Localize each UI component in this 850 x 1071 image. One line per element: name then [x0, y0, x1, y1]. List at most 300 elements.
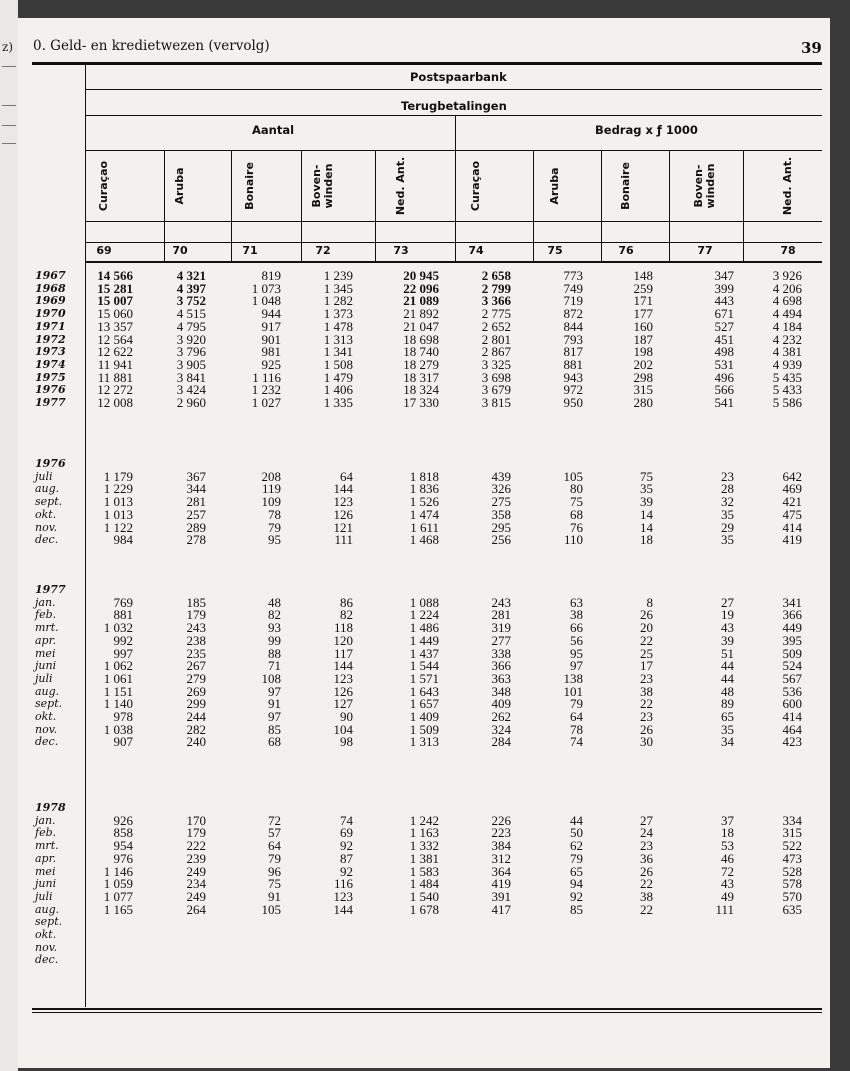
table-cell: 1 409: [409, 709, 439, 724]
table-cell: 997: [113, 645, 133, 661]
header-rule: [86, 242, 822, 243]
table-cell: 98: [340, 734, 353, 750]
table-cell: 69: [340, 825, 353, 841]
column-number: 76: [618, 244, 634, 257]
table-cell: 348: [491, 683, 511, 699]
table-cell: 23: [640, 670, 653, 686]
table-cell: 275: [491, 494, 511, 510]
column-header-label: Bonaire: [619, 162, 632, 210]
table-cell: 37: [721, 812, 734, 828]
table-cell: 91: [268, 888, 281, 904]
table-cell: 198: [633, 344, 653, 360]
table-cell: 51: [721, 645, 734, 661]
table-cell: 3 905: [176, 356, 206, 372]
table-cell: 419: [782, 532, 802, 548]
table-cell: 391: [491, 888, 511, 904]
table-cell: 108: [261, 670, 281, 686]
table-cell: 22: [640, 901, 653, 917]
column-number: 71: [242, 244, 258, 257]
table-cell: 50: [570, 825, 583, 841]
table-cell: 3 815: [481, 395, 511, 410]
month-label: nov.: [35, 722, 58, 736]
table-cell: 160: [633, 318, 653, 334]
table-cell: 82: [268, 607, 281, 623]
table-cell: 2 960: [176, 395, 206, 410]
table-cell: 324: [491, 721, 511, 737]
table-cell: 87: [340, 850, 353, 866]
month-label: juni: [35, 659, 57, 673]
table-cell: 17: [640, 658, 653, 674]
table-cell: 366: [782, 607, 802, 623]
table-cell: 79: [268, 519, 281, 535]
table-cell: 578: [782, 876, 802, 892]
table-cell: 298: [633, 369, 653, 385]
table-cell: 38: [640, 888, 653, 904]
table-cell: 566: [714, 382, 734, 398]
table-cell: 3 679: [481, 382, 511, 398]
table-cell: 23: [640, 838, 653, 854]
table-cell: 1 437: [409, 645, 439, 661]
table-cell: 315: [782, 825, 802, 841]
column-divider: [231, 150, 232, 263]
edge-mark: [2, 105, 16, 106]
table-cell: 347: [714, 268, 734, 283]
table-cell: 71: [268, 658, 281, 674]
table-cell: 281: [186, 494, 206, 510]
table-cell: 12 564: [97, 331, 133, 347]
table-cell: 22 096: [403, 280, 439, 296]
table-cell: 1 224: [409, 607, 439, 623]
table-cell: 1 013: [103, 506, 133, 522]
table-cell: 2 801: [481, 331, 511, 347]
month-label: okt.: [35, 507, 57, 521]
table-cell: 72: [268, 812, 281, 828]
column-number: 75: [547, 244, 563, 257]
table-cell: 18 740: [403, 344, 439, 360]
table-cell: 1 611: [410, 519, 439, 535]
table-cell: 858: [113, 825, 133, 841]
table-cell: 120: [333, 632, 353, 648]
table-cell: 35: [721, 721, 734, 737]
table-cell: 12 008: [97, 395, 133, 410]
table-cell: 1 038: [103, 721, 133, 737]
table-cell: 1 077: [103, 888, 133, 904]
table-cell: 1 449: [409, 632, 439, 648]
column-divider: [743, 150, 744, 263]
month-label: feb.: [35, 826, 57, 840]
table-cell: 341: [782, 594, 802, 610]
table-cell: 117: [333, 645, 353, 661]
header-postspaarbank: Postspaarbank: [410, 70, 507, 84]
table-cell: 89: [721, 696, 734, 712]
table-cell: 384: [491, 838, 511, 854]
table-cell: 366: [491, 658, 511, 674]
table-cell: 1 583: [409, 863, 439, 879]
table-cell: 264: [186, 901, 206, 917]
table-cell: 249: [186, 888, 206, 904]
column-header-label: Aruba: [548, 167, 561, 205]
group-divider: [455, 115, 456, 263]
table-cell: 25: [640, 645, 653, 661]
table-cell: 91: [268, 696, 281, 712]
table-cell: 749: [563, 280, 583, 296]
table-cell: 4 206: [772, 280, 802, 296]
table-cell: 1 179: [103, 468, 133, 484]
table-cell: 8: [646, 594, 653, 610]
table-cell: 1 073: [251, 280, 281, 296]
table-cell: 75: [570, 494, 583, 510]
month-label: aug.: [35, 684, 60, 698]
table-cell: 259: [633, 280, 653, 296]
table-cell: 144: [333, 481, 353, 497]
table-cell: 23: [640, 709, 653, 724]
table-cell: 110: [563, 532, 583, 548]
table-cell: 358: [491, 506, 511, 522]
table-cell: 21 047: [403, 318, 439, 334]
table-cell: 138: [563, 670, 583, 686]
table-cell: 28: [721, 481, 734, 497]
table-cell: 570: [782, 888, 802, 904]
table-cell: 65: [721, 709, 734, 724]
table-cell: 240: [186, 734, 206, 750]
table-cell: 13 357: [97, 318, 133, 334]
header-rule: [86, 89, 822, 90]
table-cell: 43: [721, 620, 734, 636]
table-cell: 95: [268, 532, 281, 548]
table-cell: 925: [261, 356, 281, 372]
table-cell: 48: [268, 594, 281, 610]
table-cell: 3 796: [176, 344, 206, 360]
table-cell: 417: [491, 901, 511, 917]
table-cell: 1 678: [409, 901, 439, 917]
table-cell: 36: [640, 850, 653, 866]
header-bottom-rule: [86, 261, 822, 263]
edge-mark: [2, 66, 16, 67]
table-cell: 49: [721, 888, 734, 904]
table-cell: 4 795: [176, 318, 206, 334]
column-header-label: Ned. Ant.: [394, 156, 407, 216]
table-cell: 1 282: [323, 293, 353, 309]
table-cell: 978: [113, 709, 133, 724]
table-cell: 1 059: [103, 876, 133, 892]
table-cell: 44: [721, 670, 734, 686]
table-cell: 399: [714, 280, 734, 296]
table-cell: 1 116: [252, 369, 281, 385]
table-cell: 451: [714, 331, 734, 347]
bottom-rule: [32, 1008, 822, 1010]
table-cell: 105: [563, 468, 583, 484]
year-label: 1967: [35, 269, 66, 282]
table-cell: 96: [268, 863, 281, 879]
table-cell: 5 435: [772, 369, 802, 385]
table-cell: 473: [782, 850, 802, 866]
table-cell: 528: [782, 863, 802, 879]
table-cell: 769: [113, 594, 133, 610]
page-number: 39: [801, 39, 822, 57]
month-label: mrt.: [35, 839, 59, 853]
table-cell: 984: [113, 532, 133, 548]
column-header-label: Curaçao: [469, 160, 482, 212]
month-label: nov.: [35, 940, 58, 954]
table-cell: 1 229: [103, 481, 133, 497]
table-cell: 1 027: [251, 395, 281, 410]
table-cell: 104: [333, 721, 353, 737]
table-cell: 1 484: [409, 876, 439, 892]
table-cell: 1 313: [323, 331, 353, 347]
month-label: apr.: [35, 851, 57, 865]
table-cell: 2 775: [481, 306, 511, 322]
table-cell: 1 239: [323, 268, 353, 283]
adjacent-page-edge: [0, 0, 18, 1071]
table-cell: 85: [570, 901, 583, 917]
table-cell: 18 317: [403, 369, 439, 385]
table-cell: 79: [570, 696, 583, 712]
table-cell: 367: [186, 468, 206, 484]
table-cell: 299: [186, 696, 206, 712]
table-cell: 1 232: [251, 382, 281, 398]
table-cell: 22: [640, 632, 653, 648]
month-label: aug.: [35, 902, 60, 916]
table-cell: 1 540: [409, 888, 439, 904]
table-cell: 1 818: [409, 468, 439, 484]
table-cell: 522: [782, 838, 802, 854]
table-cell: 4 397: [176, 280, 206, 296]
table-cell: 1 657: [409, 696, 439, 712]
edge-mark: [2, 143, 16, 144]
table-cell: 1 373: [323, 306, 353, 322]
month-label: apr.: [35, 633, 57, 647]
table-cell: 1 509: [409, 721, 439, 737]
table-cell: 1 341: [323, 344, 353, 360]
table-cell: 123: [333, 494, 353, 510]
table-cell: 43: [721, 876, 734, 892]
table-cell: 75: [268, 876, 281, 892]
table-cell: 464: [782, 721, 802, 737]
table-cell: 18 698: [403, 331, 439, 347]
table-cell: 202: [633, 356, 653, 372]
table-cell: 469: [782, 481, 802, 497]
table-cell: 38: [570, 607, 583, 623]
table-cell: 26: [640, 721, 653, 737]
table-cell: 642: [782, 468, 802, 484]
table-cell: 1 643: [409, 683, 439, 699]
month-label: juli: [35, 889, 53, 903]
table-cell: 171: [633, 293, 653, 309]
table-cell: 177: [633, 306, 653, 322]
table-cell: 1 146: [103, 863, 133, 879]
table-cell: 46: [721, 850, 734, 866]
column-header-label: Bonaire: [243, 162, 256, 210]
month-label: okt.: [35, 710, 57, 723]
table-cell: 75: [640, 468, 653, 484]
table-cell: 2 652: [481, 318, 511, 334]
table-cell: 423: [782, 734, 802, 750]
table-cell: 498: [714, 344, 734, 360]
table-cell: 1 479: [323, 369, 353, 385]
table-cell: 992: [113, 632, 133, 648]
column-number: 78: [780, 244, 796, 257]
table-cell: 86: [340, 594, 353, 610]
table-cell: 364: [491, 863, 511, 879]
year-label: 1976: [35, 457, 66, 470]
table-cell: 92: [570, 888, 583, 904]
table-cell: 19: [721, 607, 734, 623]
month-label: dec.: [35, 953, 59, 967]
table-cell: 121: [333, 519, 353, 535]
table-cell: 267: [186, 658, 206, 674]
month-label: sept.: [35, 697, 63, 711]
table-cell: 793: [563, 331, 583, 347]
table-cell: 44: [721, 658, 734, 674]
table-cell: 119: [261, 481, 281, 497]
table-cell: 27: [640, 812, 653, 828]
table-cell: 4 698: [772, 293, 802, 309]
table-cell: 881: [113, 607, 133, 623]
table-cell: 12 272: [97, 382, 133, 398]
document-page: [18, 18, 830, 1068]
table-cell: 257: [186, 506, 206, 522]
table-cell: 187: [633, 331, 653, 347]
table-cell: 926: [113, 812, 133, 828]
table-cell: 15 281: [97, 280, 133, 296]
header-rule: [86, 150, 822, 151]
month-label: dec.: [35, 735, 59, 749]
column-divider: [601, 150, 602, 263]
table-cell: 14 566: [97, 268, 133, 283]
table-cell: 1 474: [409, 506, 439, 522]
table-cell: 76: [570, 519, 583, 535]
table-cell: 179: [186, 825, 206, 841]
table-cell: 421: [782, 494, 802, 510]
table-cell: 93: [268, 620, 281, 636]
header-aantal: Aantal: [252, 123, 295, 137]
table-cell: 976: [113, 850, 133, 866]
column-divider: [533, 150, 534, 263]
table-cell: 409: [491, 696, 511, 712]
table-cell: 68: [570, 506, 583, 522]
table-cell: 1 508: [323, 356, 353, 372]
table-cell: 326: [491, 481, 511, 497]
table-cell: 32: [721, 494, 734, 510]
table-cell: 315: [633, 382, 653, 398]
table-cell: 269: [186, 683, 206, 699]
table-cell: 56: [570, 632, 583, 648]
table-cell: 527: [714, 318, 734, 334]
table-cell: 72: [721, 863, 734, 879]
year-label: 1973: [35, 345, 66, 359]
table-cell: 917: [261, 318, 281, 334]
month-label: mei: [35, 864, 56, 878]
month-label: nov.: [35, 520, 58, 534]
table-cell: 1 122: [103, 519, 133, 535]
table-cell: 1 062: [103, 658, 133, 674]
table-cell: 2 867: [481, 344, 511, 360]
adjacent-page-fragment: z): [2, 40, 14, 54]
table-cell: 80: [570, 481, 583, 497]
month-label: jan.: [35, 813, 56, 827]
table-cell: 4 939: [772, 356, 802, 372]
table-cell: 943: [563, 369, 583, 385]
table-cell: 99: [268, 632, 281, 648]
table-cell: 1 406: [323, 382, 353, 398]
table-cell: 14: [640, 506, 653, 522]
table-cell: 443: [714, 293, 734, 309]
table-cell: 972: [563, 382, 583, 398]
table-cell: 3 698: [481, 369, 511, 385]
table-cell: 395: [782, 632, 802, 648]
table-cell: 239: [186, 850, 206, 866]
table-cell: 1 061: [103, 670, 133, 686]
table-cell: 66: [570, 620, 583, 636]
table-cell: 279: [186, 670, 206, 686]
table-cell: 950: [563, 395, 583, 410]
table-cell: 92: [340, 838, 353, 854]
table-cell: 1 048: [251, 293, 281, 309]
header-bedrag: Bedrag x ƒ 1000: [595, 123, 698, 137]
table-cell: 2 658: [481, 268, 511, 283]
table-cell: 30: [640, 734, 653, 750]
table-cell: 1 242: [409, 812, 439, 828]
table-cell: 35: [640, 481, 653, 497]
table-cell: 496: [714, 369, 734, 385]
year-label: 1978: [35, 801, 66, 814]
column-header-label: Aruba: [173, 167, 186, 205]
table-cell: 26: [640, 607, 653, 623]
table-cell: 1 526: [409, 494, 439, 510]
table-cell: 64: [570, 709, 583, 724]
table-cell: 64: [340, 468, 353, 484]
table-cell: 1 381: [409, 850, 439, 866]
year-label: 1970: [35, 307, 66, 321]
table-cell: 26: [640, 863, 653, 879]
table-cell: 179: [186, 607, 206, 623]
table-cell: 38: [640, 683, 653, 699]
table-cell: 282: [186, 721, 206, 737]
table-cell: 24: [640, 825, 653, 841]
table-cell: 223: [491, 825, 511, 841]
month-label: juni: [35, 877, 57, 891]
table-cell: 116: [333, 876, 353, 892]
page-title: 0. Geld- en kredietwezen (vervolg): [33, 38, 270, 54]
table-cell: 817: [563, 344, 583, 360]
column-number: 72: [315, 244, 331, 257]
table-cell: 319: [491, 620, 511, 636]
month-label: feb.: [35, 608, 57, 622]
table-cell: 109: [261, 494, 281, 510]
header-terugbetalingen: Terugbetalingen: [401, 99, 507, 113]
table-cell: 3 841: [176, 369, 206, 385]
table-cell: 62: [570, 838, 583, 854]
table-cell: 981: [261, 344, 281, 360]
table-cell: 635: [782, 901, 802, 917]
table-cell: 11 881: [97, 369, 133, 385]
table-cell: 101: [563, 683, 583, 699]
table-cell: 118: [333, 620, 353, 636]
table-cell: 48: [721, 683, 734, 699]
table-cell: 44: [570, 812, 583, 828]
table-cell: 127: [333, 696, 353, 712]
table-cell: 5 433: [772, 382, 802, 398]
table-cell: 671: [714, 306, 734, 322]
column-header-label: Curaçao: [97, 160, 110, 212]
table-cell: 63: [570, 594, 583, 610]
table-cell: 3 920: [176, 331, 206, 347]
table-cell: 600: [782, 696, 802, 712]
table-cell: 17 330: [403, 395, 439, 410]
table-cell: 363: [491, 670, 511, 686]
table-cell: 22: [640, 876, 653, 892]
table-cell: 74: [340, 812, 353, 828]
